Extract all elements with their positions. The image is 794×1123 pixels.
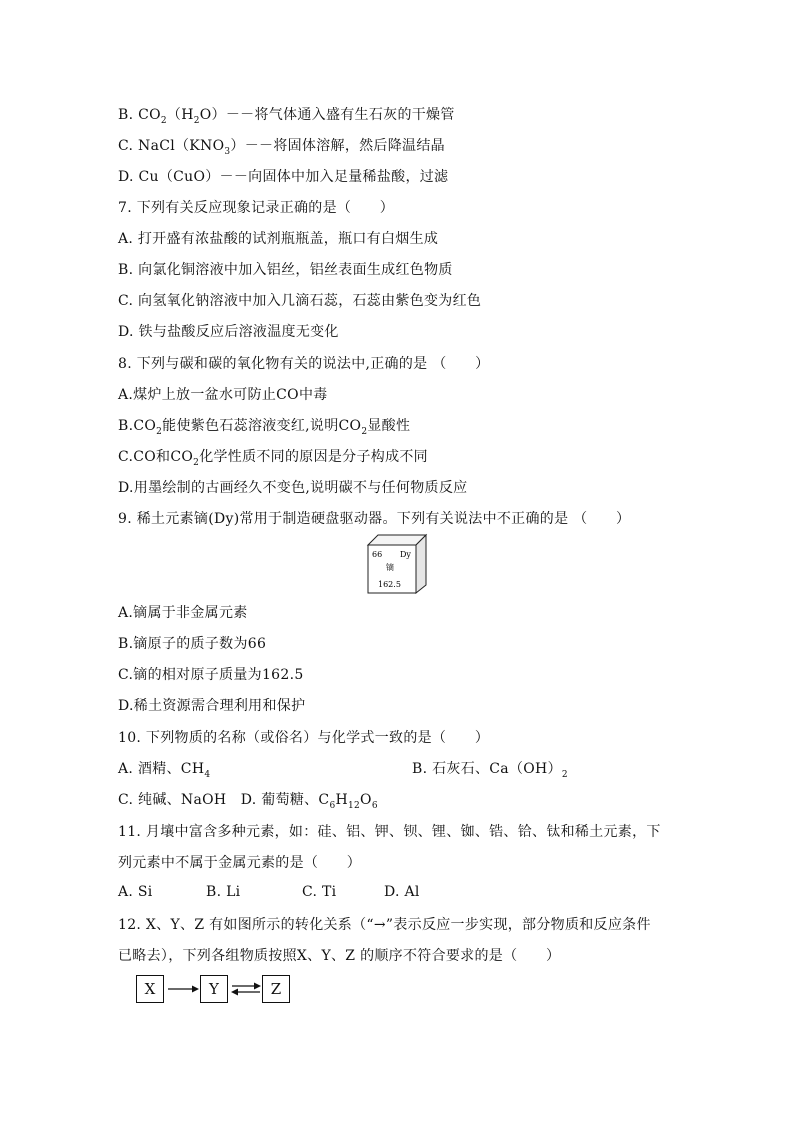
question-7-option-b: B. 向氯化铜溶液中加入铝丝，铝丝表面生成红色物质: [118, 262, 453, 278]
question-7-option-d: D. 铁与盐酸反应后溶液温度无变化: [118, 324, 339, 340]
element-number: 66: [372, 550, 383, 559]
question-9: 9. 稀土元素镝(Dy)常用于制造硬盘驱动器。下列有关说法中不正确的是 （ ）: [118, 511, 631, 527]
question-11: 11. 月壤中富含多种元素，如：硅、铝、钾、钡、锂、铷、锆、铪、钛和稀土元素，下: [118, 824, 661, 840]
question-11-cont: 列元素中不属于金属元素的是（ ）: [118, 855, 362, 871]
question-7: 7. 下列有关反应现象记录正确的是（ ）: [118, 200, 395, 216]
question-10-option-b: B. 石灰石、$Ca(OH)_2$: [412, 761, 568, 780]
question-12: 12. X、Y、Z 有如图所示的转化关系（“→”表示反应一步实现，部分物质和反应条件: [118, 917, 651, 933]
question-11-option-c: C. Ti: [302, 884, 337, 900]
box-y: Y: [200, 975, 228, 1003]
question-7-option-c: C. 向氢氧化钠溶液中加入几滴石蕊，石蕊由紫色变为红色: [118, 293, 482, 309]
question-10-option-cd: C. 纯碱、NaOH D. 葡萄糖、$C_6H_{12}O_6$: [118, 792, 378, 811]
line-2: C. $NaCl(KNO_3)--$将固体溶解，然后降温结晶: [118, 138, 445, 157]
element-name: 镝: [386, 563, 394, 572]
question-12-cont: 已略去），下列各组物质按照X、Y、Z 的顺序不符合要求的是（ ）: [118, 948, 561, 964]
question-7-option-a: A. 打开盛有浓盐酸的试剂瓶瓶盖，瓶口有白烟生成: [118, 231, 439, 247]
arrow-x-to-y: [166, 983, 200, 995]
question-9-option-d: D.稀土资源需合理利用和保护: [118, 698, 306, 714]
question-11-option-a: A. Si: [118, 884, 153, 900]
element-card: [366, 533, 428, 599]
element-symbol: Dy: [400, 550, 411, 559]
question-9-option-b: B.镝原子的质子数为66: [118, 636, 267, 652]
question-9-option-a: A.镝属于非金属元素: [118, 605, 248, 621]
question-8-option-b: $B.CO_2$能使紫色石蕊溶液变红,说明$CO_2$显酸性: [118, 418, 411, 437]
box-z: Z: [262, 975, 290, 1003]
question-10-option-a: A. 酒精、$CH_4$: [118, 761, 211, 780]
double-arrow-y-z: [230, 980, 262, 998]
question-8: 8. 下列与碳和碳的氧化物有关的说法中,正确的是 （ ）: [118, 356, 490, 372]
question-11-option-b: B. Li: [206, 884, 241, 900]
element-card-graphic: [366, 533, 428, 595]
question-8-option-c: C.CO和$CO_2$化学性质不同的原因是分子构成不同: [118, 449, 428, 468]
question-8-option-d: D.用墨绘制的古画经久不变色,说明碳不与任何物质反应: [118, 480, 468, 496]
line-3: D. Cu（CuO）－－向固体中加入足量稀盐酸，过滤: [118, 169, 449, 185]
question-10: 10. 下列物质的名称（或俗名）与化学式一致的是（ ）: [118, 730, 490, 746]
question-8-option-a: A.煤炉上放一盆水可防止CO中毒: [118, 387, 328, 403]
box-x: X: [136, 975, 164, 1003]
question-9-option-c: C.镝的相对原子质量为162.5: [118, 667, 304, 683]
line-1: B. $CO_2(H_2O)--$将气体通入盛有生石灰的干燥管: [118, 107, 455, 126]
question-11-option-d: D. Al: [384, 884, 420, 900]
element-mass: 162.5: [378, 580, 401, 589]
